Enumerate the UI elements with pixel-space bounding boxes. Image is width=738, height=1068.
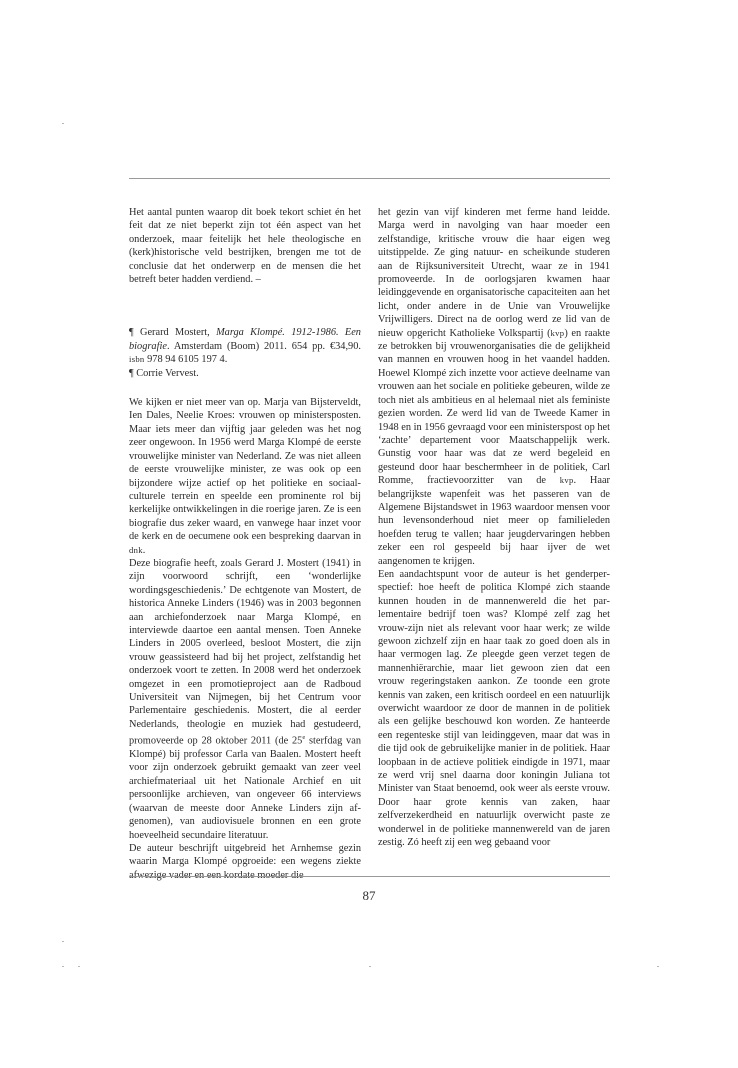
crop-mark (62, 123, 64, 124)
abbreviation: dnk (129, 544, 143, 555)
book-title: Marga Klompé. 1912-1986. Een biografie (129, 327, 361, 352)
body-paragraph: Een aandachtspunt voor de auteur is het genderperspectief: hoe heeft de politica Klompé zich staande kunnen houden in de mannenwereld die het parlementaire bedrijf toen was? Klompé zelf zag het vrouw-zijn niet als relevant voor haar werk; ze wilde gewoon zichzelf zijn en haar taak zo goed doen als in haar vermogen lag. Ze pleegde geen verzet tegen de mannenhiërarchie, maar liet gewoon zien dat een vrouw regeringstaken aankon. Ze toonde een grote kennis van zaken, een kritisch oordeel en een natuurlijk overwicht waardoor ze door de mannen in de politiek als een gelijke beschouwd kon worden. Ze hanteerde een regenteske stijl van leidinggeven, maar dat was in die tijd ook de gebruikelijke manier in de politiek. Haar loopbaan in de actieve politiek eindigde in 1971, maar ze werd vrij snel daarna door koningin Juliana tot Minister van Staat benoemd, ook weer als eerste vrouw. Door haar grote kennis van zaken, haar zelfverzekerdheid en natuurlijk overwicht paste ze wonderwel in de politieke mannenwereld van de jaren zestig. Zó heeft zij een weg gebaand voor (378, 568, 610, 849)
crop-mark (657, 966, 659, 967)
paragraph-mark: ¶ (129, 327, 134, 339)
abbreviation: kvp (550, 327, 565, 338)
header-rule (129, 178, 610, 179)
book-publication: . Amsterdam (Boom) 2011. 654 pp. €34,90. (166, 340, 361, 352)
footer-rule (129, 876, 610, 877)
superscript: e (302, 734, 306, 742)
body-paragraph: Deze biografie heeft, zoals Gerard J. Mostert (1941) in zijn voorwoord schrijft, een ‘wonderlijke wordingsgeschiedenis.’ De echtgenote van Mostert, de historica Anneke Linders (1946) was in 2003 begonnen aan archiefonderzoek naar Marga Klompé, en interviewde daartoe een aantal mensen. Toen Anneke Linders in 2005 overleed, besloot Mostert, die zijn vrouw geassisteerd had bij het project, zelfstandig het onderzoek voort te zetten. In 2008 werd het onderzoek omgezet in een promotieproject aan de Radboud Universiteit van Nijmegen, bij het Centrum voor Parlementaire geschiedenis. Mostert, die al eerder Nederlands, theologie en muziek had gestudeerd, promoveerde op 28 oktober 2011 (de 25e sterfdag van Klompé) bij professor Carla van Baalen. Mostert heeft voor zijn onderzoek gebruikt gemaakt van zeer veel archiefmateriaal uit het Nationale Archief en uit persoonlijke archieven, van ongeveer 66 interviews (waarvan de meeste door Anneke Linders zijn afgenomen), van audiovisuele bronnen en een grote hoeveelheid secundaire literatuur. (129, 557, 361, 841)
right-column (378, 206, 610, 850)
left-column (129, 206, 361, 882)
abbreviation: kvp (559, 475, 574, 486)
body-paragraph: het gezin van vijf kinderen met ferme hand leidde. Marga werd in navolging van haar moeder een zelfstandige, kritische vrouw die haar eigen weg uitstippelde. Ze ging natuur- en scheikunde studeren aan de Rijksuniversiteit Utrecht, waar ze in 1941 promoveerde. In de oorlogsjaren kwamen haar leidinggevende en organisatorische capaciteiten aan het licht, onder andere in de Unie van Vrouwelijke Vrijwilligers. Direct na de oorlog werd ze lid van de nieuw opgericht Katholieke Volkspartij (kvp) en raakte ze betrokken bij vrouwenorganisaties die de gelijkheid van mannen en vrouwen hoog in het vaandel hadden. Hoewel Klompé zich inzette voor actieve deelname van vrouwen aan het sociale en politieke gebeuren, wilde ze toch niet als ambitieus en al helemaal niet als feministe gezien worden. Ze werd lid van de Tweede Kamer in 1948 en in 1956 gevraagd voor een ministerspost op het ‘zachte’ departement voor Maatschappelijk werk. Gunstig voor haar was dat ze werd begeleid en gesteund door haar beschermheer in de politiek, Carl Romme, fractievoorzitter van de kvp. Haar belangrijkste wapenfeit was het passeren van de Algemene Bijstandswet in 1963 waardoor mensen voor hun levensonderhoud niet meer op familieleden hoefden terug te vallen; haar jeugdervaringen hebben zeker een rol gespeeld bij haar ijver de wet aangenomen te krijgen. (378, 207, 610, 567)
book-reference (129, 326, 361, 366)
reviewer-line (129, 367, 361, 380)
body-paragraph: We kijken er niet meer van op. Marja van Bijsterveldt, Ien Dales, Neelie Kroes: vrouwen op ministersposten. Maar iets meer dan vijftig jaar geleden was het nog zeer ongewoon. In 1956 werd Marga Klompé de eerste vrouwelijke minister van Nederland. Ze was niet alleen de eerste vrouwelijke minister, ze was ook op een bijzondere wijze actief op het politieke en sociaal-culturele terrein en speelde een prominente rol bij kerkelijke ontwikkelingen in die roerige jaren. Ze is een biografie dus zeker waard, en vanwege haar inzet voor de kerk en de oecumene ook een bespreking daarvan in dnk. (129, 397, 361, 556)
crop-mark (78, 966, 80, 967)
isbn-label: isbn (129, 354, 145, 365)
reviewer-name: Corrie Vervest. (136, 367, 199, 379)
book-author: Gerard Mostert, (139, 327, 210, 339)
paragraph-mark: ¶ (129, 367, 134, 379)
isbn-number: 978 94 6105 197 4. (147, 354, 228, 366)
closing-paragraph: Het aantal punten waarop dit boek tekort schiet én het feit dat ze niet beperkt zijn tot één aspect van het onderzoek, maar feitelijk het hele theologische en (kerk)historische veld bestrijken, brengen me tot de conclusie dat het onderwerp en de mensen die het betreft beter hadden verdiend. – (129, 207, 361, 286)
page-number: 87 (362, 888, 376, 903)
crop-mark (369, 966, 371, 967)
body-paragraph: De auteur beschrijft uitgebreid het Arnhemse gezin waarin Marga Klompé opgroeide: een wegens ziekte afwezige vader en een kordate moeder die (129, 842, 361, 881)
crop-mark (62, 966, 64, 967)
crop-mark (62, 941, 64, 942)
